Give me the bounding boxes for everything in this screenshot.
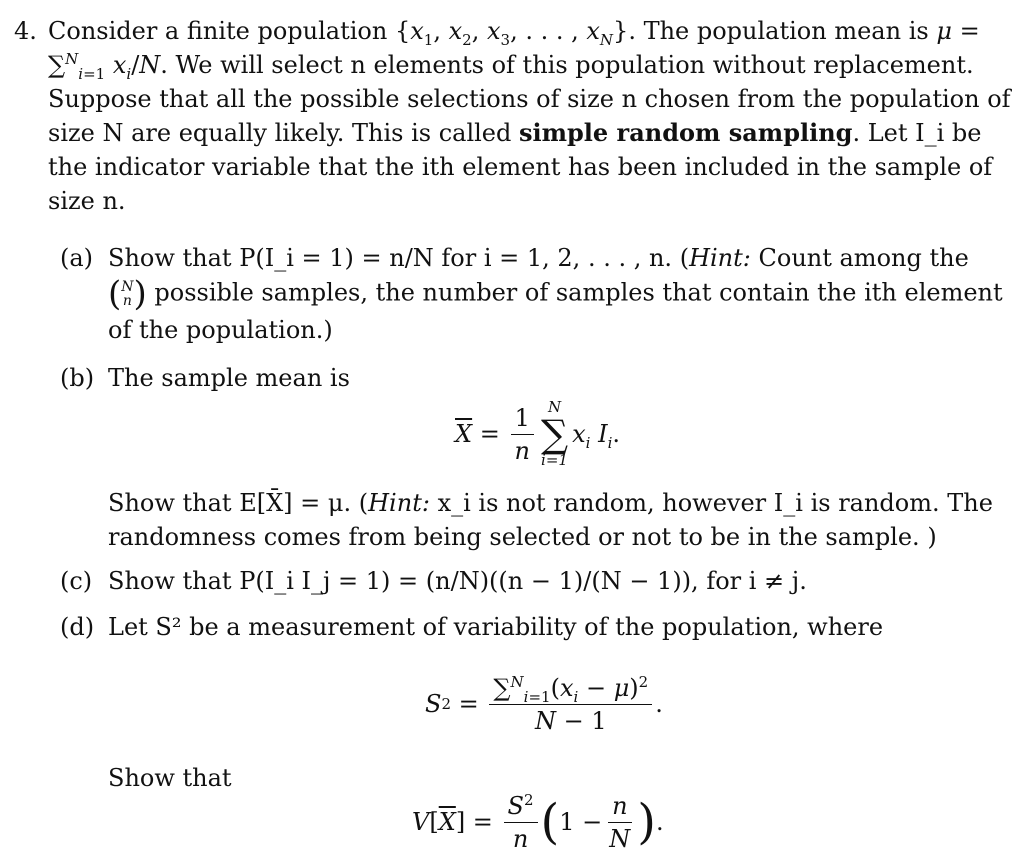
part-a-line-3: of the population.): [108, 316, 333, 344]
intro-sentence-2: . We will select n elements of this population without replacement.: [160, 51, 974, 79]
variance-of-sample-mean-equation: V [ $\overline{X}$ ] = $\frac{S^2}{n}$ ( 1 − $\frac{n}{N}$ ) .: [412, 790, 664, 853]
intro-line-1: [48, 16, 980, 49]
binomial-n-choose-N: ( N n ): [108, 274, 147, 314]
sample-mean-equation: $\overline{X}$ = $\frac{1}{n}$ N ∑ i=1 $x_i$ $I_i$.: [455, 398, 621, 469]
part-b-line-1: The sample mean is: [108, 364, 350, 392]
part-b-hint-word: Hint:: [368, 489, 430, 517]
part-d-label: (d): [60, 613, 95, 641]
mu-definition-lhs: μ =: [936, 17, 980, 45]
part-a-hint-word: Hint:: [689, 244, 751, 272]
intro-line-5: the indicator variable that the ith element has been included in the sample of: [48, 153, 993, 181]
part-a-line-1: [108, 243, 969, 273]
intro-line-4: [48, 118, 981, 148]
part-b-line-2-post: x_i is not random, however I_i is random. The: [437, 489, 993, 517]
part-c-text: Show that P(I_i I_j = 1) = (n/N)((n − 1)/(N − 1)), for i ≠ j.: [108, 567, 807, 595]
part-a-line-2: [108, 274, 1003, 314]
part-b-line-2-pre: Show that E[X̄] = μ. (: [108, 489, 369, 517]
part-b-line-2: [108, 488, 993, 518]
part-d-line-2: Show that: [108, 764, 232, 792]
bold-term-simple-random-sampling: simple random sampling: [519, 118, 853, 147]
intro-line-4-post: . Let I_i be: [852, 119, 982, 147]
mu-definition-rhs: ∑$^N_{i=1}$ $x_i/N$: [48, 50, 161, 83]
intro-line-3: Suppose that all the possible selections of size n chosen from the population of: [48, 85, 1011, 113]
intro-line-6: size n.: [48, 187, 126, 215]
intro-line-2: [48, 50, 974, 83]
population-set: {$x_1$, $x_2$, $x_3$, . . . , $x_N$}: [394, 17, 629, 49]
part-b-line-3: randomness comes from being selected or not to be in the sample. ): [108, 523, 937, 551]
part-d-line-1: Let S² be a measurement of variability of the population, where: [108, 613, 884, 641]
part-a-label: (a): [60, 244, 94, 272]
intro-text-1: Consider a finite population: [48, 17, 388, 45]
part-c-label: (c): [60, 567, 93, 595]
part-b-label: (b): [60, 364, 95, 392]
part-a-line-2-text: possible samples, the number of samples that contain the ith element: [154, 278, 1003, 307]
variance-definition-equation: S 2 = $\frac{\sum^N_{i=1}(x_i - \mu)^2}{N - 1}$ .: [425, 672, 663, 735]
part-a-line-1-post: Count among the: [758, 244, 969, 272]
intro-text-2: . The population mean is: [628, 17, 929, 45]
part-a-line-1-pre: Show that P(I_i = 1) = n/N for i = 1, 2, . . . , n. (: [108, 244, 690, 272]
problem-number: 4.: [14, 17, 37, 45]
intro-line-4-pre: size N are equally likely. This is called: [48, 119, 512, 147]
